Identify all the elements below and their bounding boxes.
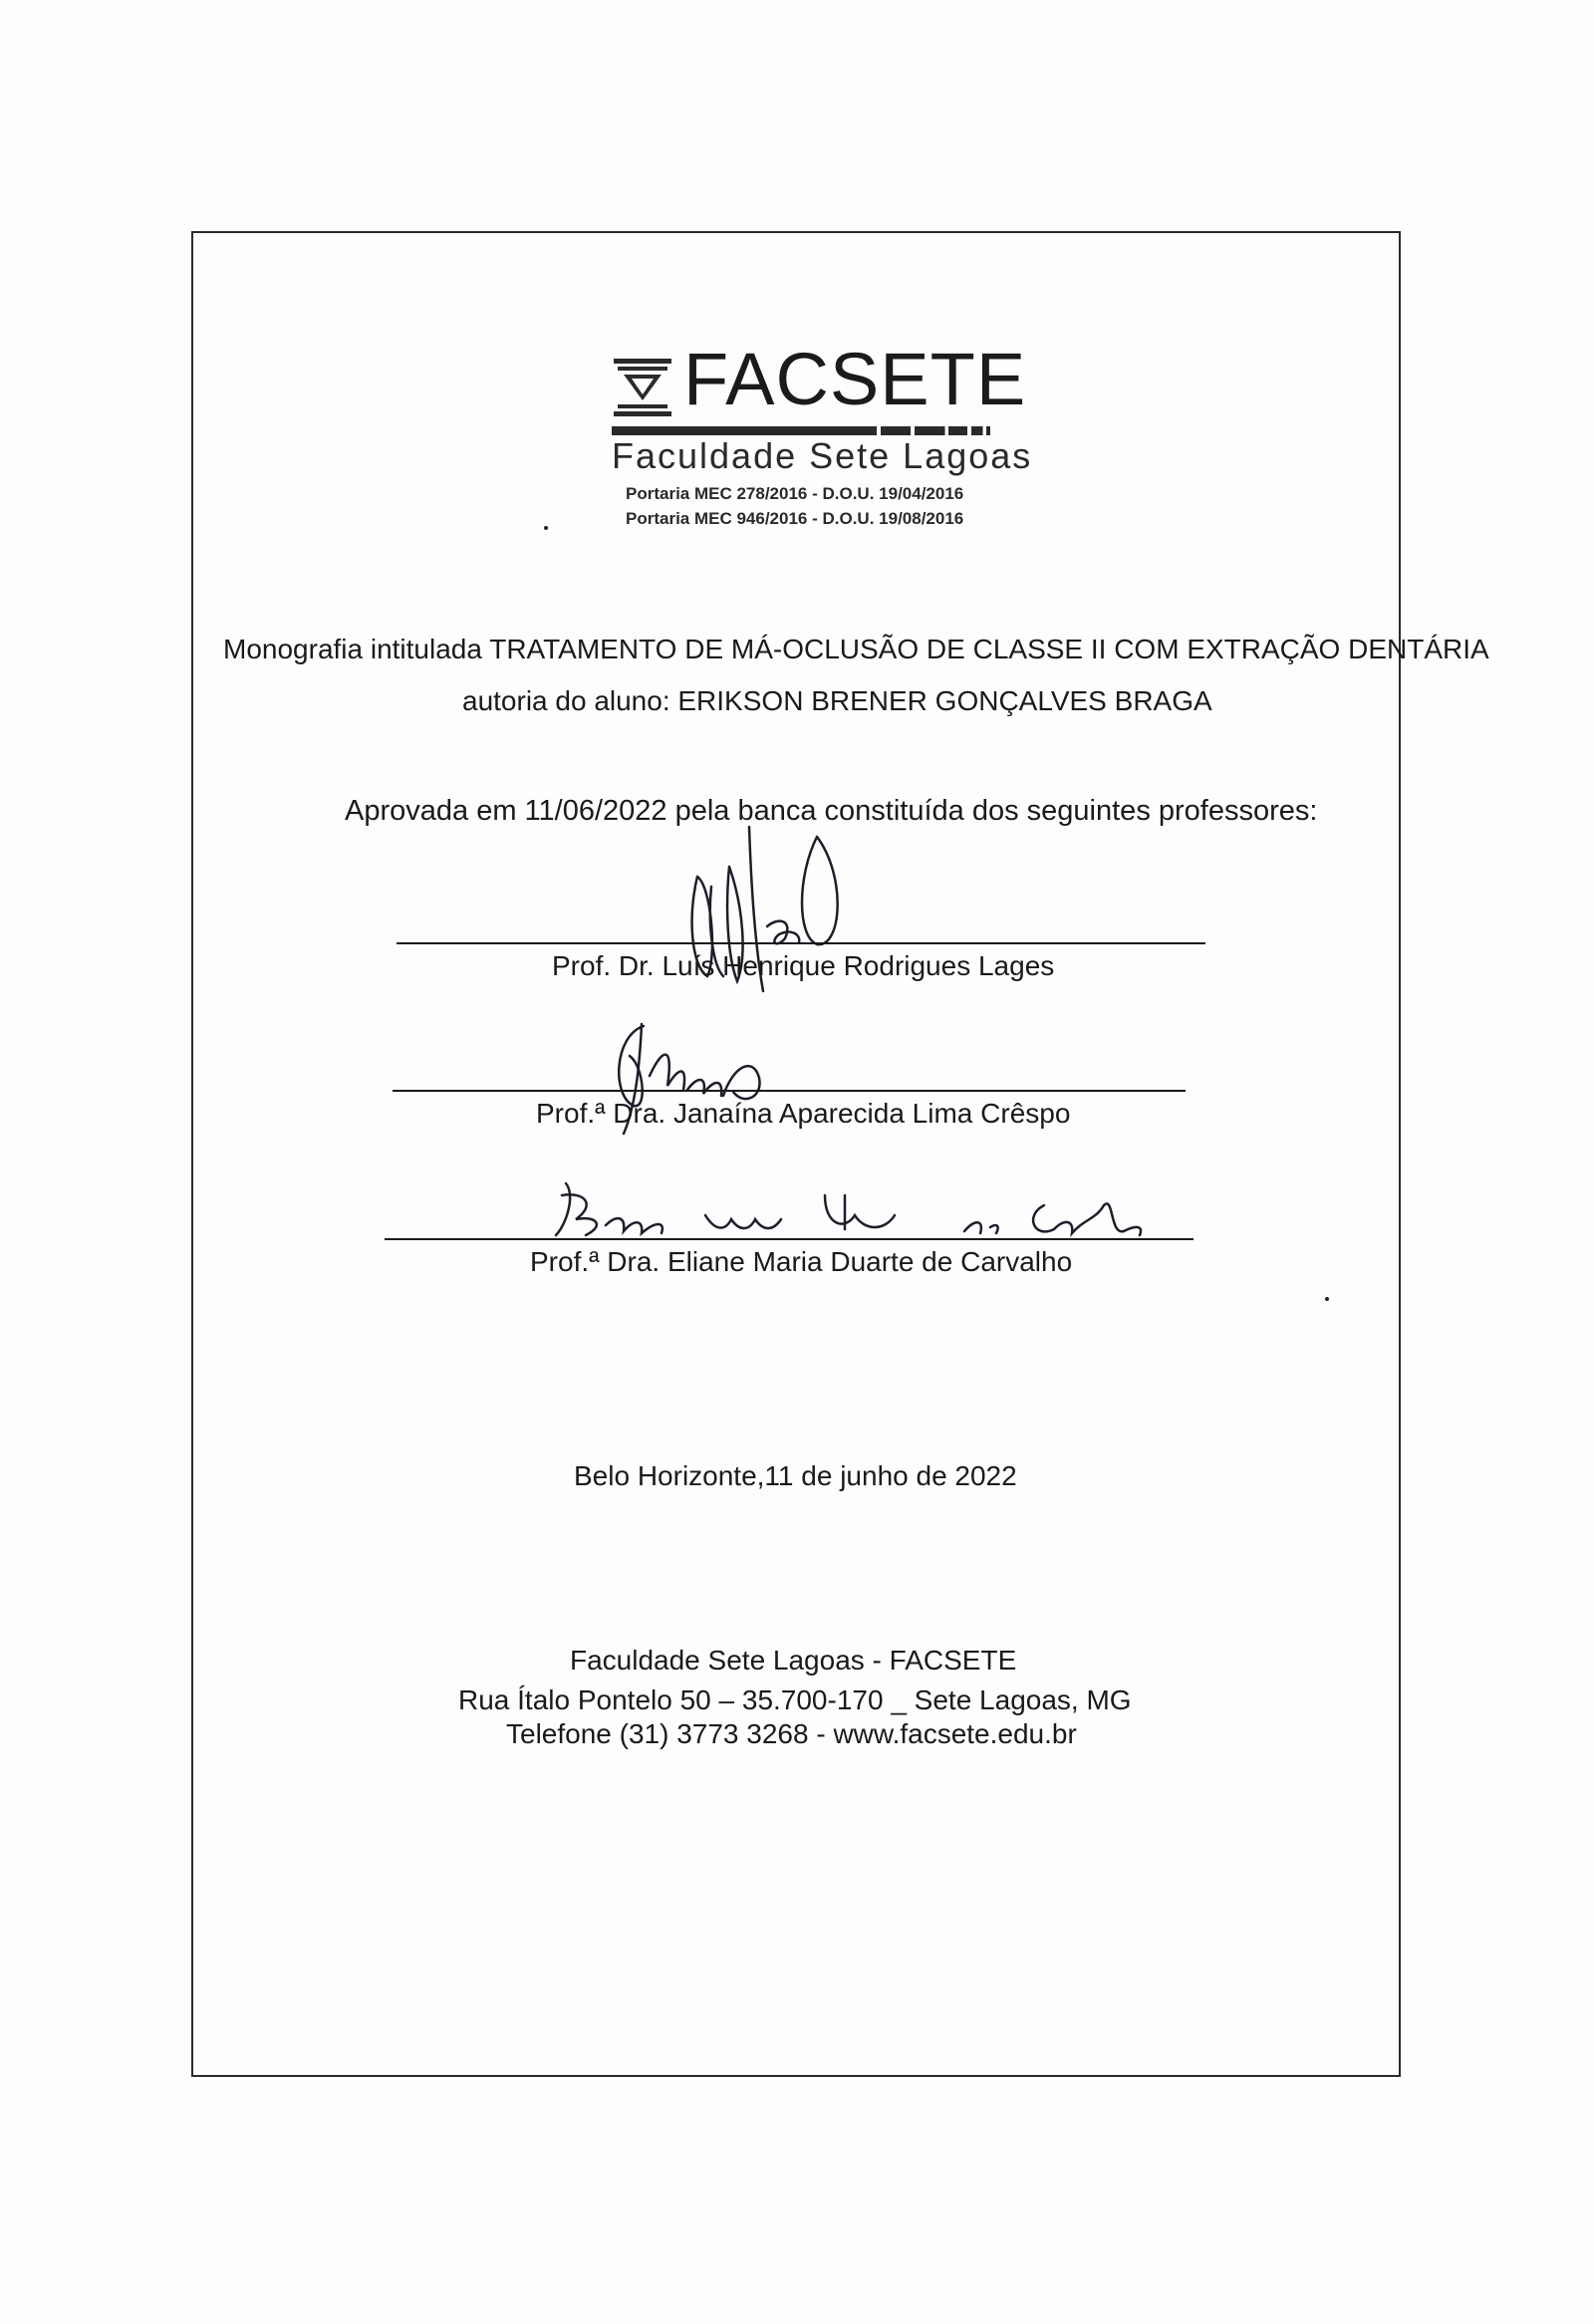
logo-wordmark: FACSETE [683, 338, 1027, 420]
scan-speck [1325, 1297, 1329, 1301]
institution-logo [612, 338, 1033, 540]
footer-address: Rua Ítalo Pontelo 50 – 35.700-170 _ Sete Lagoas, MG [458, 1684, 1132, 1715]
logo-divider-bar [612, 426, 990, 435]
footer-phone: Telefone (31) 3773 3268 - www.facsete.edu.br [506, 1718, 1077, 1749]
logo-subtitle: Faculdade Sete Lagoas [612, 435, 1033, 476]
monograph-title-line: Monografia intitulada TRATAMENTO DE MÁ-OCLUSÃO DE CLASSE II COM EXTRAÇÃO DENTÁRIA [223, 634, 1489, 664]
committee-member-2: Prof.ª Dra. Janaína Aparecida Lima Crêspo [536, 1098, 1071, 1129]
date-line: Belo Horizonte,11 de junho de 2022 [574, 1460, 1017, 1491]
signature-line-2 [393, 1090, 1186, 1092]
registration-line-2: Portaria MEC 946/2016 - D.O.U. 19/08/2016 [626, 509, 964, 528]
approval-statement: Aprovada em 11/06/2022 pela banca constituída dos seguintes professores: [345, 795, 1318, 827]
committee-member-1: Prof. Dr. Luís Henrique Rodrigues Lages [552, 950, 1055, 981]
scan-speck [544, 526, 548, 530]
signature-3 [546, 1175, 1203, 1245]
committee-member-3: Prof.ª Dra. Eliane Maria Duarte de Carvalho [530, 1246, 1073, 1277]
signature-line-3 [385, 1238, 1194, 1240]
registration-line-1: Portaria MEC 278/2016 - D.O.U. 19/04/2016 [626, 484, 964, 503]
monograph-author-line: autoria do aluno: ERIKSON BRENER GONÇALVES BRAGA [462, 685, 1212, 716]
signature-line-1 [397, 942, 1205, 944]
facsete-emblem-icon [612, 357, 673, 418]
footer-institution: Faculdade Sete Lagoas - FACSETE [570, 1645, 1017, 1676]
